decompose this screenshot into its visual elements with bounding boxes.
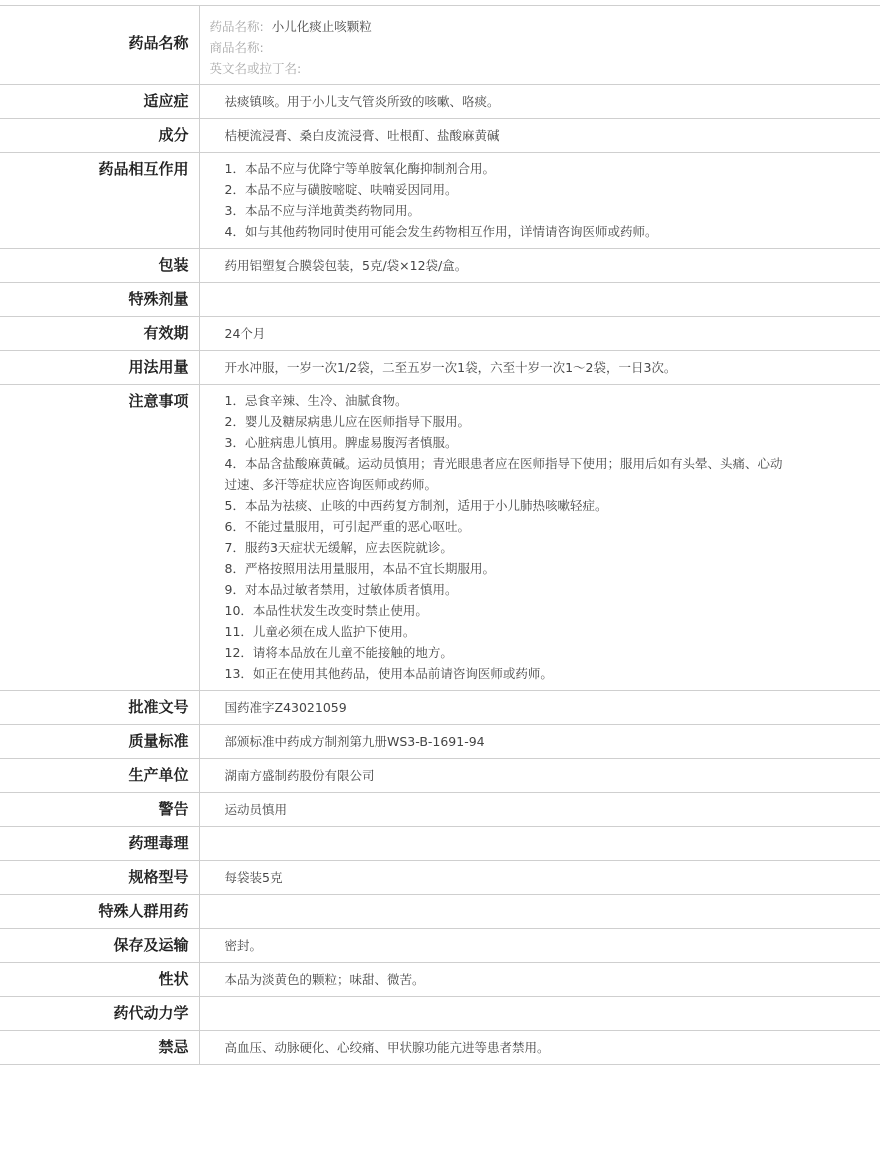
packaging-value: 药用铝塑复合膜袋包装，5克/袋×12袋/盒。 [224, 258, 468, 273]
warning-label: 警告 [158, 800, 189, 818]
row-approval-no [0, 691, 880, 725]
row-quality-standard [0, 725, 880, 759]
specification-label: 规格型号 [128, 868, 189, 886]
list-item: 3．心脏病患儿慎用。脾虚易腹泻者慎服。 [224, 435, 458, 450]
row-shelf-life [0, 317, 880, 351]
row-storage [0, 929, 880, 963]
manufacturer-label: 生产单位 [128, 766, 189, 784]
row-manufacturer [0, 759, 880, 793]
approval-no-label: 批准文号 [128, 698, 189, 716]
ingredients-label: 成分 [158, 126, 189, 144]
ingredients-value: 桔梗流浸膏、桑白皮流浸膏、吐根酊、盐酸麻黄碱 [224, 128, 500, 143]
list-item: 5．本品为祛痰、止咳的中西药复方制剂，适用于小儿肺热咳嗽轻症。 [224, 498, 608, 513]
precautions-list [225, 385, 880, 690]
list-item: 1．忌食辛辣、生冷、油腻食物。 [224, 393, 408, 408]
generic-name-key: 药品名称: [209, 19, 264, 34]
toxicology-value [225, 827, 880, 860]
special-population-label: 特殊人群用药 [98, 902, 189, 920]
shelf-life-value: 24个月 [224, 326, 266, 341]
row-special-dosage [0, 283, 880, 317]
interactions-label: 药品相互作用 [98, 160, 189, 178]
precautions-label: 注意事项 [128, 392, 189, 410]
row-contraindications [0, 1031, 880, 1065]
drug-name-label: 药品名称 [128, 34, 189, 52]
interactions-list [225, 153, 880, 248]
row-description [0, 963, 880, 997]
row-special-population [0, 895, 880, 929]
trade-name-key: 商品名称: [209, 40, 264, 55]
list-item: 6．不能过量服用，可引起严重的恶心呕吐。 [224, 519, 470, 534]
list-item: 10．本品性状发生改变时禁止使用。 [224, 603, 428, 618]
special-dosage-value [225, 283, 880, 316]
list-item: 4．本品含盐酸麻黄碱。运动员慎用；青光眼患者应在医师指导下使用；服用后如有头晕、头痛、心动过速、多汗等症状应咨询医师或药师。 [224, 456, 783, 492]
toxicology-label: 药理毒理 [128, 834, 189, 852]
row-drug-name [0, 6, 880, 85]
row-specification [0, 861, 880, 895]
storage-label: 保存及运输 [113, 936, 189, 954]
list-item: 7．服药3天症状无缓解，应去医院就诊。 [224, 540, 453, 555]
contraindications-value: 高血压、动脉硬化、心绞痛、甲状腺功能亢进等患者禁用。 [224, 1040, 550, 1055]
quality-standard-label: 质量标准 [128, 732, 189, 750]
generic-name-value: 小儿化痰止咳颗粒 [271, 19, 372, 34]
drug-spec-sheet [0, 5, 880, 1065]
pharmacokinetics-value [225, 997, 880, 1030]
label-cell [0, 6, 199, 85]
row-pharmacokinetics [0, 997, 880, 1031]
quality-standard-value: 部颁标准中药成方制剂第九册WS3-B-1691-94 [224, 734, 485, 749]
row-interactions [0, 153, 880, 249]
row-indication [0, 85, 880, 119]
row-precautions [0, 385, 880, 691]
value-cell [199, 6, 880, 85]
description-label: 性状 [158, 970, 189, 988]
approval-no-value: 国药准字Z43021059 [224, 700, 347, 715]
indication-value: 祛痰镇咳。用于小儿支气管炎所致的咳嗽、咯痰。 [224, 94, 500, 109]
list-item: 13．如正在使用其他药品，使用本品前请咨询医师或药师。 [224, 666, 553, 681]
trade-name-line [210, 37, 880, 58]
english-name-key: 英文名或拉丁名: [209, 61, 302, 76]
list-item: 3．本品不应与洋地黄类药物同用。 [224, 203, 420, 218]
warning-value: 运动员慎用 [224, 802, 288, 817]
list-item: 4．如与其他药物同时使用可能会发生药物相互作用，详情请咨询医师或药师。 [224, 224, 658, 239]
special-dosage-label: 特殊剂量 [128, 290, 189, 308]
packaging-label: 包装 [158, 256, 189, 274]
shelf-life-label: 有效期 [143, 324, 189, 342]
list-item: 8．严格按照用法用量服用，本品不宜长期服用。 [224, 561, 495, 576]
row-packaging [0, 249, 880, 283]
row-warning [0, 793, 880, 827]
drug-spec-table [0, 5, 880, 1065]
list-item: 12．请将本品放在儿童不能接触的地方。 [224, 645, 453, 660]
indication-label: 适应症 [143, 92, 189, 110]
contraindications-label: 禁忌 [158, 1038, 189, 1056]
usage-label: 用法用量 [128, 358, 189, 376]
row-ingredients [0, 119, 880, 153]
generic-name-line [210, 16, 880, 37]
special-population-value [225, 895, 880, 928]
manufacturer-value: 湖南方盛制药股份有限公司 [224, 768, 375, 783]
list-item: 2．本品不应与磺胺嘧啶、呋喃妥因同用。 [224, 182, 458, 197]
drug-name-block [210, 6, 880, 84]
storage-value: 密封。 [224, 938, 263, 953]
specification-value: 每袋装5克 [224, 870, 283, 885]
row-toxicology [0, 827, 880, 861]
row-usage [0, 351, 880, 385]
list-item: 2．婴儿及糖尿病患儿应在医师指导下服用。 [224, 414, 470, 429]
list-item: 1．本品不应与优降宁等单胺氧化酶抑制剂合用。 [224, 161, 495, 176]
pharmacokinetics-label: 药代动力学 [113, 1004, 189, 1022]
english-name-line [210, 58, 880, 79]
list-item: 9．对本品过敏者禁用，过敏体质者慎用。 [224, 582, 458, 597]
list-item: 11．儿童必须在成人监护下使用。 [224, 624, 416, 639]
usage-value: 开水冲服，一岁一次1/2袋，二至五岁一次1袋，六至十岁一次1～2袋，一日3次。 [224, 360, 677, 375]
description-value: 本品为淡黄色的颗粒；味甜、微苦。 [224, 972, 425, 987]
